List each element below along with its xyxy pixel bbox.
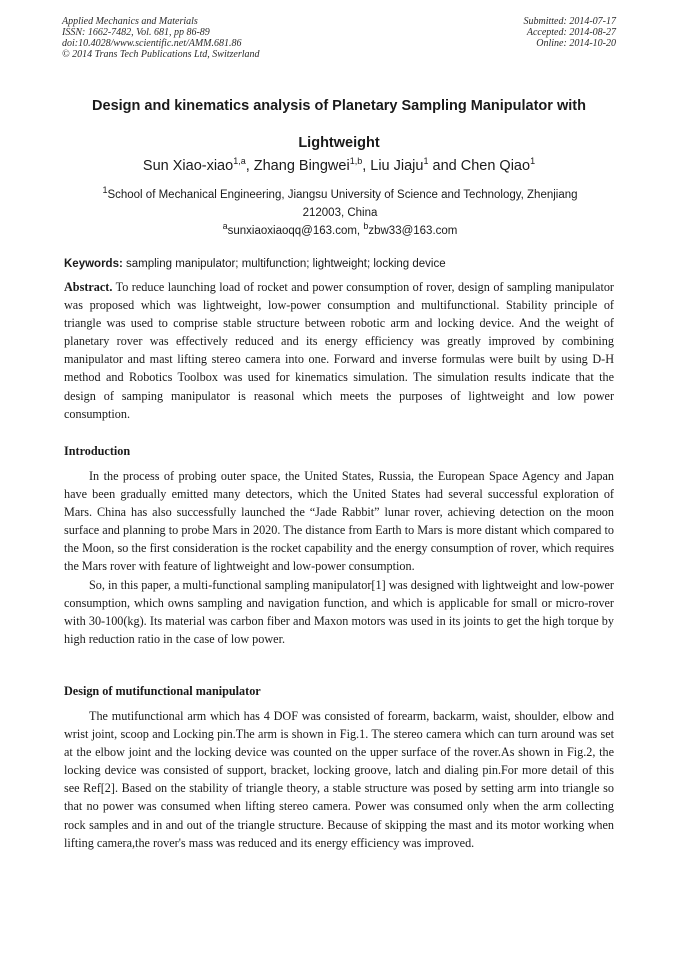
author-name: Zhang Bingwei (253, 158, 350, 174)
title-line-1: Design and kinematics analysis of Planetary Sampling Manipulator with (92, 98, 586, 114)
author-sep: , (362, 158, 371, 174)
issn-line: ISSN: 1662-7482, Vol. 681, pp 86-89 (62, 27, 210, 38)
email-b: zbw33@163.com (368, 225, 458, 237)
introduction-paragraph-1: In the process of probing outer space, the United States, Russia, the European Space Agency and Japan have been gradually emitted many detectors, which the United States had several successful exploration of Mars. China has also successfully launched the “Jade Rabbit” lunar rover, achieving detection on the moon surface and planning to probe Mars in 2020. The distance from Earth to Mars is more distant which compared to the Moon, so the first consideration is the rocket capability and the energy consumption of rover, which requires the Mars rover with feature of lightweight and low-power consumption. (64, 469, 614, 574)
author-list (0, 156, 678, 176)
paper-title (40, 88, 638, 162)
author-name: Liu Jiaju (370, 158, 424, 174)
affiliation-line-2: 212003, China (302, 207, 378, 219)
journal-name: Applied Mechanics and Materials (62, 16, 198, 27)
keywords-label: Keywords: (64, 258, 123, 270)
introduction-paragraph-2: So, in this paper, a multi-functional sampling manipulator[1] was designed with lightweight and low-power consumption, which owns sampling and navigation function, and which is applicable for small or micro-rover with 30-100(kg). Its material was carbon fiber and Maxon motors was used in its joints to get the high torque by high reduction ratio in the case of low power. (64, 577, 614, 646)
title-line-2: Lightweight (298, 135, 380, 151)
accepted-date: Accepted: 2014-08-27 (526, 27, 616, 38)
introduction-heading: Introduction (64, 444, 131, 458)
author-sup: 1,a (233, 156, 246, 167)
dates-info (524, 16, 617, 49)
affiliation-line-1 (64, 186, 616, 204)
affiliation-sup: 1 (102, 185, 108, 196)
design-body (64, 707, 614, 852)
keywords-text: sampling manipulator; multifunction; lightweight; locking device (122, 258, 446, 270)
abstract-text: To reduce launching load of rocket and power consumption of rover, design of sampling manipulator was proposed which was lightweight, low-power consumption and multifunctional. Stability principle of triangle was used to comprise stable structure between robotic arm and locking device. And the weight of planetary rover was effectively reduced and its energy efficiency was greatly improved by combining manipulator and mast lifting stereo camera into one. Forward and inverse formulas were built by using D-H method and Robotics Toolbox was used for kinematics simulation. The simulation results indicate that the design of samping manipulator is reasonal which meets the purposes of lightweight and low power consumption. (64, 280, 614, 421)
author-name: Sun Xiao-xiao (142, 158, 234, 174)
affiliation (64, 186, 616, 240)
email-a: sunxiaoxiaoqq@163.com, (227, 225, 364, 237)
author-sup: 1 (423, 156, 429, 167)
author-sup: 1,b (349, 156, 363, 167)
journal-info (62, 16, 260, 60)
author-name: Chen Qiao (460, 158, 531, 174)
email-a-sup: a (222, 221, 228, 232)
keywords (64, 255, 624, 273)
doi-line: doi:10.4028/www.scientific.net/AMM.681.86 (62, 38, 242, 49)
copyright-line: © 2014 Trans Tech Publications Ltd, Switzerland (62, 49, 260, 60)
abstract (64, 278, 614, 423)
author-sup: 1 (530, 156, 536, 167)
abstract-label: Abstract. (64, 280, 113, 294)
email-b-sup: b (363, 221, 369, 232)
design-heading: Design of mutifunctional manipulator (64, 684, 261, 698)
author-sep: and (428, 158, 461, 174)
online-date: Online: 2014-10-20 (536, 38, 616, 49)
email-line (64, 222, 616, 240)
introduction-body (64, 467, 614, 648)
design-paragraph-1: The mutifunctional arm which has 4 DOF was consisted of forearm, backarm, waist, shoulder, elbow and wrist joint, scoop and Locking pin.The arm is shown in Fig.1. The stereo camera which can turn around was set at the elbow joint and the locking device was counted on the upper surface of the rover.As shown in Fig.2, the locking device was consisted of support, bracket, locking groove, latch and dialing pin.For more detail of this see Ref[2]. Based on the stability of triangle theory, a stable structure was posed by setting arm into triangle so that no power was consumed when lifting stereo camera. Power was consumed only when the arm collecting rock samples and in and out of the triangle structure. Because of skipping the mast and its motor working when lifting camera,the rover's mass was reduced and its energy efficiency was improved. (64, 709, 614, 850)
affiliation-text: School of Mechanical Engineering, Jiangsu University of Science and Technology, Zhenjiang (107, 189, 578, 201)
author-sep: , (245, 158, 254, 174)
submitted-date: Submitted: 2014-07-17 (523, 16, 616, 27)
